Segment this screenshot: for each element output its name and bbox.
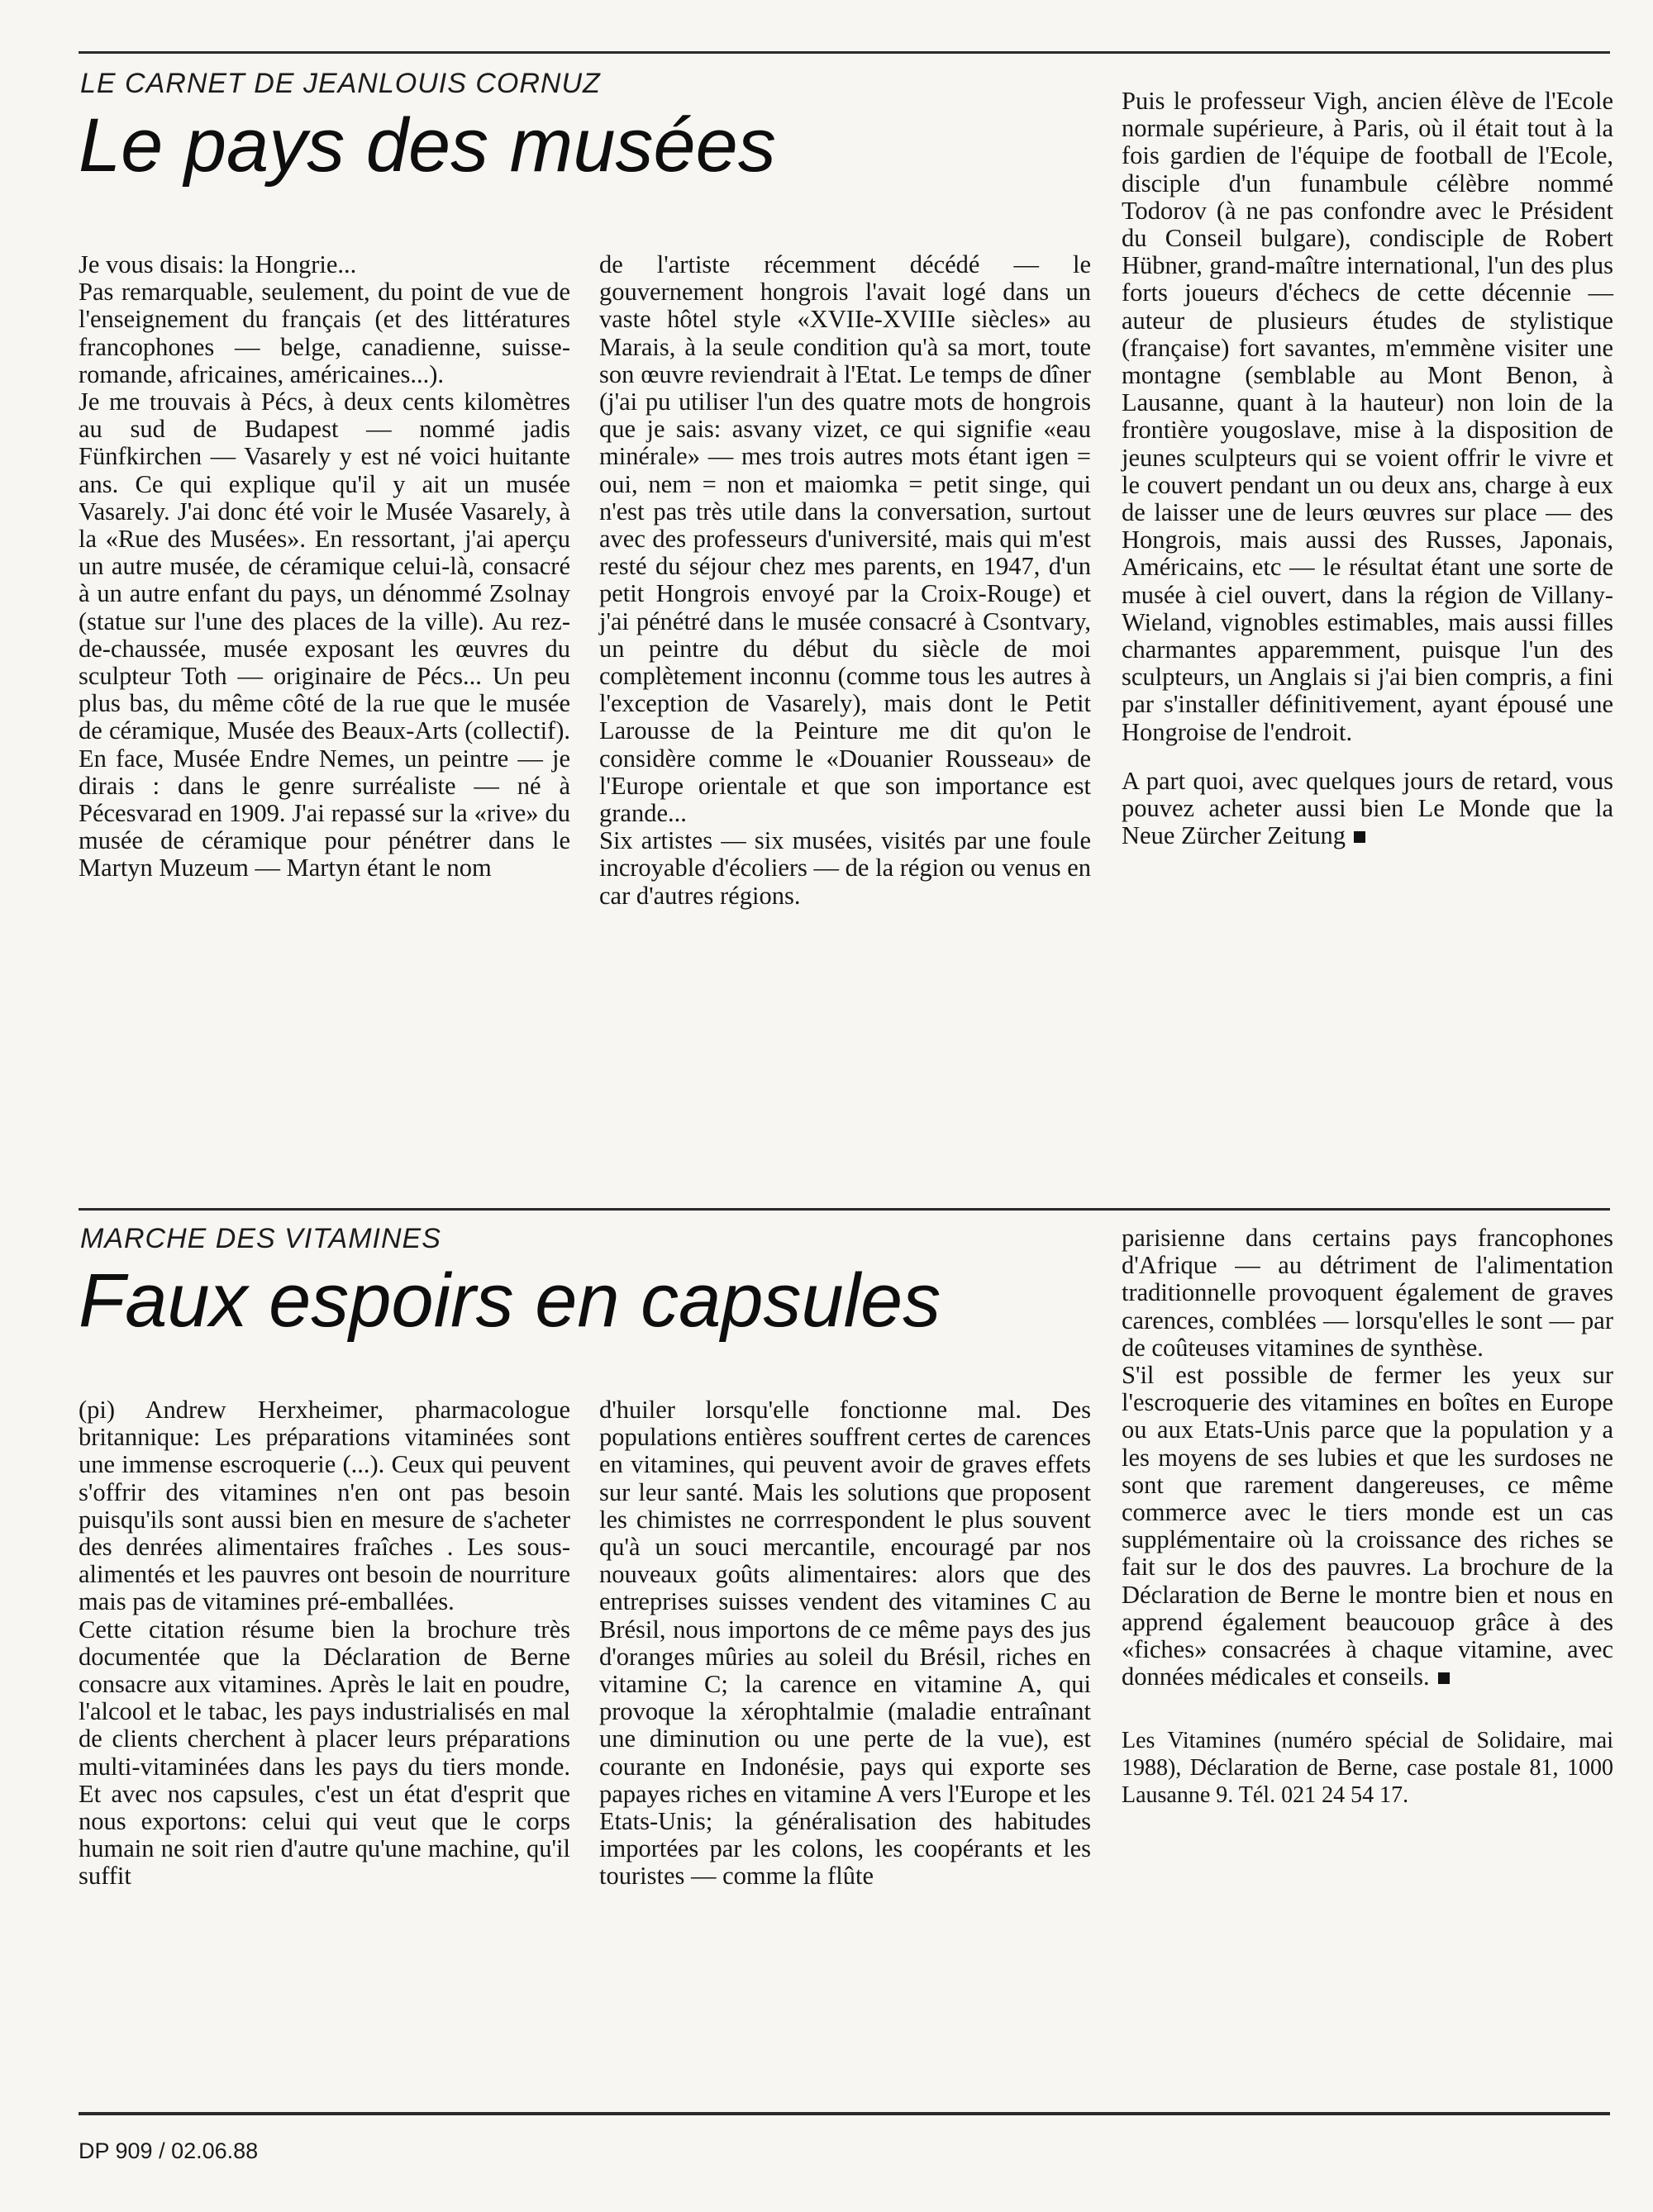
article-headline: Faux espoirs en capsules — [79, 1258, 941, 1343]
text-column-3 — [1122, 88, 1613, 849]
text-column-2 — [599, 1396, 1091, 1891]
paragraph: Cette citation résume bien la brochure très documentée que la Déclaration de Berne consacre aux vitamines. Après le lait en poudre, l'alcool et le tabac, les pays industrialisés en mal de clients cherchent à placer leurs préparations multi-vitaminées dans les pays du tiers monde. Et avec nos capsules, c'est un état d'esprit que nous exportons: celui qui veut que le corps humain ne soit rien d'autre qu'une machine, qu'il suffit — [79, 1615, 570, 1891]
source-credit: Les Vitamines (numéro spécial de Solidaire, mai 1988), Déclaration de Berne, case postale 81, 1000 Lausanne 9. Tél. 021 24 54 17. — [1122, 1728, 1613, 1809]
paragraph: (pi) Andrew Herxheimer, pharmacologue britannique: Les préparations vitaminées sont une immense escroquerie (...). Ceux qui peuvent s'offrir des vitamines n'en ont pas besoin puisqu'ils sont aussi bien en mesure de s'acheter des denrées alimentaires fraîches . Les sous-alimentés et les pauvres ont besoin de nourriture mais pas de vitamines pré-emballées. — [79, 1396, 570, 1616]
section-divider — [79, 1208, 1610, 1211]
article-pays-des-musees — [79, 64, 1613, 1196]
paragraph-text: S'il est possible de fermer les yeux sur l'escroquerie des vitamines en boîtes en Europe ou aux Etats-Unis parce que la population y a les moyens de ses lubies et que les surdoses ne sont que rarement dangereuses, ce même commerce avec le tiers monde est un cas supplémentaire où la croissance des riches se fait sur le dos des pauvres. La brochure de la Déclaration de Berne le montre bien et nous en apprend également beaucouop grâce à des «fiches» consacrées à chaque vitamine, avec données médicales et conseils. — [1122, 1361, 1613, 1691]
bottom-rule — [79, 2112, 1610, 2115]
article-kicker: LE CARNET DE JEANLOUIS CORNUZ — [80, 68, 601, 99]
end-mark-icon — [1438, 1672, 1450, 1684]
paragraph: Je vous disais: la Hongrie... — [79, 250, 357, 278]
article-kicker: MARCHE DES VITAMINES — [80, 1223, 441, 1254]
paragraph: de l'artiste récemment décédé — le gouvernement hongrois l'avait logé dans un vaste hôtel style «XVIIe-XVIIIe siècles» au Marais, à la seule condition qu'à sa mort, toute son œuvre reviendrait à l'Etat. Le temps de dîner (j'ai pu utiliser l'un des quatre mots de hongrois que je sais: asvany vizet, ce qui signifie «eau minérale» — mes trois autres mots étant igen = oui, nem = non et maiomka = petit singe, qui n'est pas très utile dans la conversation, surtout avec des professeurs d'université, mais qui m'est resté du séjour chez mes parents, en 1947, d'un petit Hongrois envoyé par la Croix-Rouge) et j'ai pénétré dans le musée consacré à Csontvary, un peintre du début du siècle de moi complètement inconnu (comme tous les autres à l'exception de Vasarely), mais dont le Petit Larousse de la Peinture me dit qu'on le considère comme le «Douanier Rousseau» de l'Europe orientale et que son importance est grande... — [599, 250, 1091, 828]
text-column-2 — [599, 251, 1091, 910]
paragraph-text: A part quoi, avec quelques jours de retard, vous pouvez acheter aussi bien Le Monde que la Neue Zürcher Zeitung — [1122, 766, 1613, 850]
paragraph: Pas remarquable, seulement, du point de vue de l'enseignement du français (et des littératures francophones — belge, canadienne, suisse-romande, africaines, américaines...). — [79, 278, 570, 388]
article-headline: Le pays des musées — [79, 103, 776, 188]
closing-paragraph — [1122, 1362, 1613, 1691]
paragraph: parisienne dans certains pays francophones d'Afrique — au détriment de l'alimentation traditionnelle provoquent également de graves carences, comblées — lorsqu'elles le sont — par de coûteuses vitamines de synthèse. — [1122, 1224, 1613, 1362]
closing-paragraph — [1122, 768, 1613, 850]
article-faux-espoirs — [79, 1218, 1613, 2102]
paragraph: d'huiler lorsqu'elle fonctionne mal. Des populations entières souffrent certes de carences en vitamines, qui peuvent avoir de graves effets sur leur santé. Mais les solutions que proposent les chimistes ne corrrespondent le plus souvent qu'à un souci mercantile, encouragé par nos nouveaux goûts alimentaires: alors que des entreprises suisses vendent des vitamines C au Brésil, nous importons de ce même pays des jus d'oranges mûries au soleil du Brésil, riches en vitamine C; la carence en vitamine A, qui provoque la xérophtalmie (maladie entraînant une diminution ou une perte de la vue), est courante en Indonésie, pays qui exporte ses papayes riches en vitamine A vers l'Europe et les Etats-Unis; la généralisation des habitudes importées par les colons, les coopérants et les touristes — comme la flûte — [599, 1396, 1091, 1891]
page-footer: DP 909 / 02.06.88 — [79, 2138, 259, 2163]
paragraph: Six artistes — six musées, visités par une foule incroyable d'écoliers — de la région ou venus en car d'autres régions. — [599, 826, 1091, 910]
paragraph: Je me trouvais à Pécs, à deux cents kilomètres au sud de Budapest — nommé jadis Fünfkirchen — Vasarely y est né voici huitante ans. Ce qui explique qu'il y ait un musée Vasarely. J'ai donc été voir le Musée Vasarely, à la «Rue des Musées». En ressortant, j'ai aperçu un autre musée, de céramique celui-là, consacré à un autre enfant du pays, un dénommé Zsolnay (statue sur l'une des places de la ville). Au rez-de-chaussée, musée exposant les œuvres du sculpteur Toth — originaire de Pécs... Un peu plus bas, du même côté de la rue que le musée de céramique, Musée des Beaux-Arts (collectif). En face, Musée Endre Nemes, un peintre — je dirais : dans le genre surréaliste — né à Pécesvarad en 1909. J'ai repassé sur la «rive» du musée de céramique pour pénétrer dans le Martyn Muzeum — Martyn étant le nom — [79, 388, 570, 882]
paragraph: Puis le professeur Vigh, ancien élève de l'Ecole normale supérieure, à Paris, où il était tout à la fois gardien de l'équipe de football de l'Ecole, disciple d'un funambule célèbre nommé Todorov (à ne pas confondre avec le Président du Conseil bulgare), condisciple de Robert Hübner, grand-maître international, l'un des plus forts joueurs d'échecs de cette décennie — auteur de plusieurs études de stylistique (française) fort savantes, m'emmène visiter une montagne (semblable au Mont Benon, à Lausanne, quant à la hauteur) non loin de la frontière yougoslave, mise à la disposition de jeunes sculpteurs qui se voient offrir le vivre et le couvert pendant un ou deux ans, charge à eux de laisser une de leurs œuvres sur place — des Hongrois, mais aussi des Russes, Japonais, Américains, etc — le résultat étant une sorte de musée à ciel ouvert, dans la région de Villany-Wieland, vignobles estimables, mais aussi filles charmantes apparemment, puisque l'un des sculpteurs, un Anglais si j'ai bien compris, a fini par s'installer définitivement, ayant épousé une Hongroise de l'endroit. — [1122, 87, 1613, 746]
text-column-1 — [79, 251, 570, 882]
text-column-3 — [1122, 1225, 1613, 1809]
top-rule — [79, 51, 1610, 54]
text-column-1 — [79, 1396, 570, 1891]
end-mark-icon — [1354, 831, 1365, 843]
